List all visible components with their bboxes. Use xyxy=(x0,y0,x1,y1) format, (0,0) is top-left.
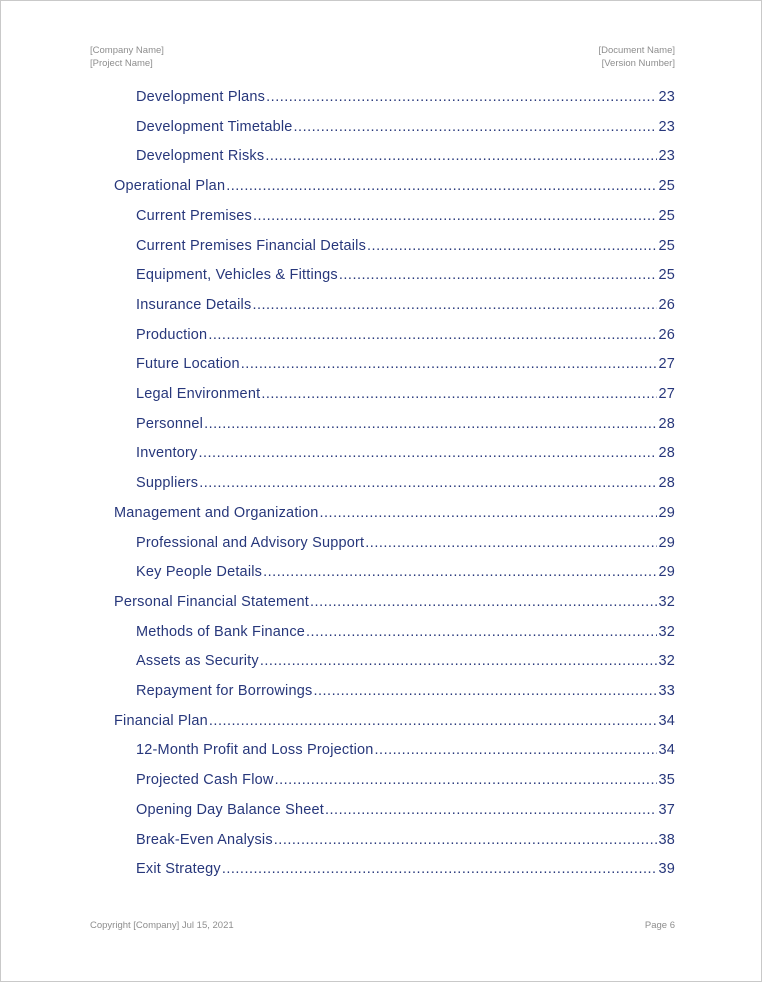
toc-dot-leader xyxy=(265,148,657,164)
toc-dot-leader xyxy=(294,119,658,135)
toc-dot-leader xyxy=(241,356,658,372)
header-left xyxy=(90,44,164,70)
header-project-name: [Project Name] xyxy=(90,58,153,69)
toc-entry-title: Assets as Security xyxy=(136,653,259,670)
toc-entry[interactable] xyxy=(136,327,675,347)
toc-dot-leader xyxy=(204,416,657,432)
toc-entry[interactable] xyxy=(136,802,675,822)
toc-entry-page: 29 xyxy=(658,504,675,521)
toc-entry-title: Production xyxy=(136,326,208,343)
header-version-number: [Version Number] xyxy=(601,58,675,69)
toc-entry-page: 28 xyxy=(658,445,675,462)
toc-dot-leader xyxy=(226,178,657,194)
toc-entry-title: Key People Details xyxy=(136,564,263,581)
toc-entry-page: 29 xyxy=(658,534,675,551)
toc-entry-page: 25 xyxy=(658,207,675,224)
toc-entry-page: 34 xyxy=(658,742,675,759)
toc-entry[interactable] xyxy=(136,742,675,762)
toc-entry[interactable] xyxy=(136,267,675,287)
toc-entry-title: Management and Organization xyxy=(114,504,319,521)
toc-entry[interactable] xyxy=(136,89,675,109)
toc-dot-leader xyxy=(274,832,658,848)
toc-dot-leader xyxy=(310,594,657,610)
toc-dot-leader xyxy=(313,683,657,699)
toc-entry[interactable] xyxy=(136,653,675,673)
toc-entry-title: Opening Day Balance Sheet xyxy=(136,801,324,818)
toc-entry[interactable] xyxy=(114,713,675,733)
footer-page-number: Page 6 xyxy=(644,920,675,931)
toc-entry-page: 28 xyxy=(658,475,675,492)
toc-dot-leader xyxy=(208,327,657,343)
toc-entry-title: Personnel xyxy=(136,415,204,432)
toc-dot-leader xyxy=(365,535,657,551)
header-company-name: [Company Name] xyxy=(90,45,164,56)
toc-entry-page: 27 xyxy=(658,386,675,402)
toc-entry[interactable] xyxy=(114,178,675,198)
toc-dot-leader xyxy=(261,386,657,402)
footer-copyright: Copyright [Company] Jul 15, 2021 xyxy=(90,920,234,931)
toc-entry[interactable] xyxy=(136,238,675,258)
toc-entry[interactable] xyxy=(114,594,675,614)
toc-dot-leader xyxy=(339,267,658,283)
toc-dot-leader xyxy=(263,564,657,580)
toc-entry[interactable] xyxy=(136,297,675,317)
header-document-name: [Document Name] xyxy=(598,45,675,56)
toc-entry-page: 34 xyxy=(658,712,675,729)
toc-entry[interactable] xyxy=(136,208,675,228)
toc-entry-title: Projected Cash Flow xyxy=(136,772,274,789)
toc-dot-leader xyxy=(367,238,657,254)
toc-entry[interactable] xyxy=(114,505,675,525)
toc-entry-page: 25 xyxy=(658,237,675,254)
toc-entry[interactable] xyxy=(136,148,675,168)
toc-dot-leader xyxy=(375,742,658,758)
toc-entry[interactable] xyxy=(136,772,675,792)
toc-dot-leader xyxy=(275,772,658,788)
toc-entry-title: Professional and Advisory Support xyxy=(136,534,365,551)
toc-entry-title: Current Premises Financial Details xyxy=(136,237,367,254)
toc-dot-leader xyxy=(209,713,658,729)
toc-entry-page: 26 xyxy=(658,296,675,313)
toc-entry[interactable] xyxy=(136,386,675,406)
header-right xyxy=(598,44,675,70)
toc-entry-title: Current Premises xyxy=(136,207,253,224)
toc-entry-title: Suppliers xyxy=(136,475,199,492)
toc-entry[interactable] xyxy=(136,356,675,376)
toc-entry-title: Insurance Details xyxy=(136,296,252,313)
toc-entry-page: 32 xyxy=(658,623,675,640)
toc-entry-title: Development Timetable xyxy=(136,118,293,135)
toc-entry[interactable] xyxy=(136,564,675,584)
toc-entry-page: 35 xyxy=(658,772,675,789)
toc-entry-title: Legal Environment xyxy=(136,386,261,402)
toc-entry[interactable] xyxy=(136,683,675,703)
toc-entry-page: 29 xyxy=(658,564,675,581)
toc-entry-page: 23 xyxy=(658,148,675,165)
toc-entry[interactable] xyxy=(136,445,675,465)
toc-entry-page: 38 xyxy=(658,831,675,848)
toc-dot-leader xyxy=(222,861,658,877)
toc-entry-title: Personal Financial Statement xyxy=(114,593,310,610)
toc-entry-title: Development Plans xyxy=(136,89,266,105)
toc-entry[interactable] xyxy=(136,624,675,644)
toc-entry-page: 32 xyxy=(658,593,675,610)
toc-entry-title: Future Location xyxy=(136,356,240,373)
toc-entry-page: 27 xyxy=(658,356,675,373)
toc-dot-leader xyxy=(266,89,657,105)
toc-entry-title: Development Risks xyxy=(136,148,265,165)
toc-dot-leader xyxy=(199,475,657,491)
toc-entry-page: 25 xyxy=(658,267,675,284)
toc-entry-page: 33 xyxy=(658,683,675,699)
toc-entry-page: 28 xyxy=(658,415,675,432)
toc-entry[interactable] xyxy=(136,535,675,555)
toc-entry-title: Financial Plan xyxy=(114,712,208,729)
toc-entry-title: Exit Strategy xyxy=(136,861,221,878)
toc-entry-page: 39 xyxy=(658,861,675,878)
toc-dot-leader xyxy=(253,208,657,224)
toc-entry-title: Repayment for Borrowings xyxy=(136,683,313,699)
toc-entry-page: 25 xyxy=(658,178,675,195)
toc-entry[interactable] xyxy=(136,416,675,436)
toc-entry-page: 26 xyxy=(658,326,675,343)
toc-entry-page: 23 xyxy=(658,89,675,105)
toc-entry-title: Inventory xyxy=(136,445,198,462)
toc-entry-title: Methods of Bank Finance xyxy=(136,623,306,640)
toc-dot-leader xyxy=(252,297,657,313)
toc-dot-leader xyxy=(260,653,658,669)
toc-entry-title: Break-Even Analysis xyxy=(136,831,273,848)
toc-entry[interactable] xyxy=(136,861,675,881)
toc-dot-leader xyxy=(198,445,657,461)
toc-dot-leader xyxy=(306,624,657,640)
toc-entry-title: Operational Plan xyxy=(114,178,226,195)
toc-entry-title: 12-Month Profit and Loss Projection xyxy=(136,742,374,759)
toc-entry[interactable] xyxy=(136,119,675,139)
toc-entry[interactable] xyxy=(136,475,675,495)
toc-dot-leader xyxy=(320,505,658,521)
toc-entry[interactable] xyxy=(136,832,675,852)
toc-entry-page: 37 xyxy=(658,801,675,818)
toc-entry-page: 23 xyxy=(658,118,675,135)
toc-entry-page: 32 xyxy=(658,653,675,670)
toc-entry-title: Equipment, Vehicles & Fittings xyxy=(136,267,338,284)
toc-dot-leader xyxy=(325,802,657,818)
